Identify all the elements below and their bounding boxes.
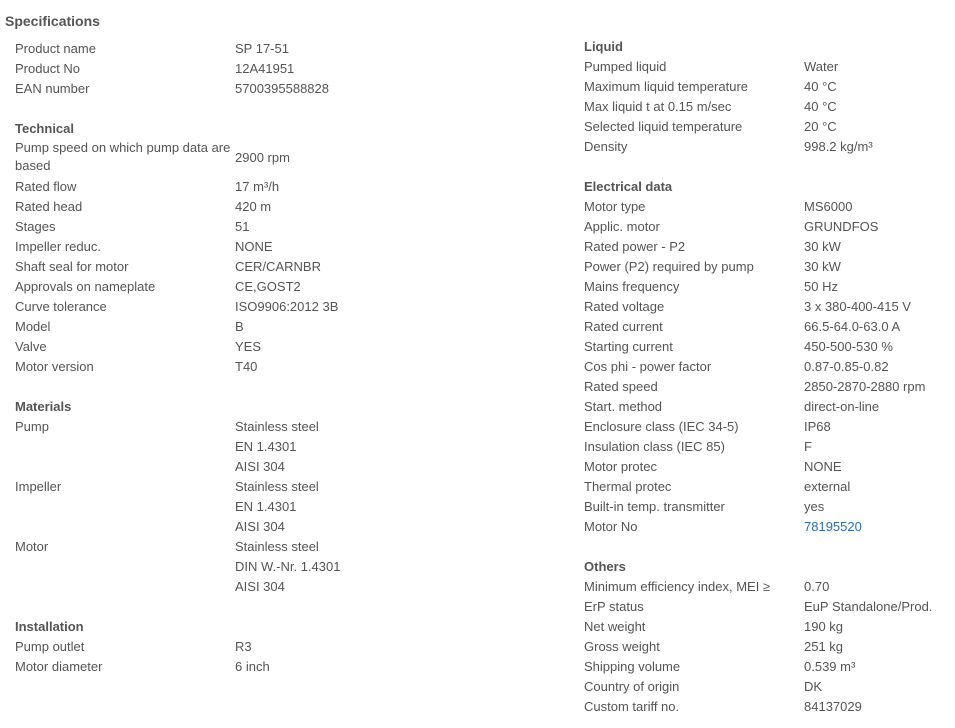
spec-label: Thermal protec xyxy=(584,479,672,494)
section-electrical xyxy=(584,177,954,537)
section-title: Materials xyxy=(15,399,72,414)
spec-row xyxy=(584,477,954,497)
spec-label: EAN number xyxy=(15,81,90,96)
spec-value: 450-500-530 % xyxy=(804,339,893,354)
spec-value: direct-on-line xyxy=(804,399,880,414)
spec-label: Approvals on nameplate xyxy=(15,279,156,294)
spec-value: GRUNDFOS xyxy=(804,219,879,234)
spec-row xyxy=(584,277,954,297)
spec-row xyxy=(15,197,455,217)
spec-value xyxy=(235,477,455,537)
spec-label: Insulation class (IEC 85) xyxy=(584,439,725,454)
spec-row xyxy=(584,437,954,457)
spec-row xyxy=(584,337,954,357)
material-line: DIN W.-Nr. 1.4301 xyxy=(235,559,341,574)
section-installation xyxy=(15,617,455,677)
spec-label: Net weight xyxy=(584,619,646,634)
spec-value: external xyxy=(804,479,851,494)
spec-value: 0.70 xyxy=(804,579,830,594)
spec-value: 0.87-0.85-0.82 xyxy=(804,359,889,374)
spec-row xyxy=(584,137,954,157)
spec-value: 30 kW xyxy=(804,239,841,254)
spec-value: SP 17-51 xyxy=(235,41,289,56)
spec-row xyxy=(584,697,954,717)
material-line: AISI 304 xyxy=(235,519,285,534)
spec-value: IP68 xyxy=(804,419,831,434)
spec-row xyxy=(15,277,455,297)
spec-label: Max liquid t at 0.15 m/sec xyxy=(584,99,732,114)
spec-row xyxy=(584,257,954,277)
spec-label: Pump xyxy=(15,419,49,434)
spec-row xyxy=(15,337,455,357)
spec-value: DK xyxy=(804,679,823,694)
spec-row xyxy=(584,57,954,77)
spec-label: Gross weight xyxy=(584,639,660,654)
spec-value: 190 kg xyxy=(804,619,844,634)
spec-row xyxy=(15,317,455,337)
spec-label: Minimum efficiency index, MEI ≥ xyxy=(584,579,771,594)
spec-value: B xyxy=(235,319,244,334)
spec-row xyxy=(15,477,455,537)
spec-value: yes xyxy=(804,499,825,514)
spec-value: 17 m³/h xyxy=(235,179,280,194)
spec-value: R3 xyxy=(235,639,252,654)
spec-value: 6 inch xyxy=(235,659,270,674)
spec-row xyxy=(15,357,455,377)
material-line: Stainless steel xyxy=(235,479,319,494)
spec-label: Shaft seal for motor xyxy=(15,259,129,274)
spec-row xyxy=(584,417,954,437)
spec-label: Power (P2) required by pump xyxy=(584,259,754,274)
spec-value: 40 °C xyxy=(804,79,837,94)
section-title: Technical xyxy=(15,121,75,136)
spec-value: 66.5-64.0-63.0 A xyxy=(804,319,901,334)
spec-row xyxy=(584,97,954,117)
spec-row xyxy=(584,497,954,517)
spec-value: 998.2 kg/m³ xyxy=(804,139,873,154)
spec-label: Product No xyxy=(15,61,81,76)
spec-row xyxy=(15,177,455,197)
spec-label: Rated power - P2 xyxy=(584,239,686,254)
spec-value xyxy=(235,537,455,597)
spec-row xyxy=(15,537,455,597)
section-materials xyxy=(15,397,455,597)
spec-row xyxy=(584,377,954,397)
spec-value: 0.539 m³ xyxy=(804,659,856,674)
spec-row xyxy=(15,417,455,477)
spec-row xyxy=(584,517,954,537)
spec-value: 420 m xyxy=(235,199,272,214)
spec-row xyxy=(15,257,455,277)
spec-label: Pumped liquid xyxy=(584,59,667,74)
spec-label: Valve xyxy=(15,339,47,354)
spec-value: NONE xyxy=(235,239,273,254)
spec-row xyxy=(584,197,954,217)
spec-row xyxy=(584,77,954,97)
spec-value: YES xyxy=(235,339,262,354)
section-liquid xyxy=(584,37,954,157)
spec-value xyxy=(235,417,455,477)
spec-value: EuP Standalone/Prod. xyxy=(804,599,933,614)
spec-row xyxy=(15,79,455,99)
material-line: AISI 304 xyxy=(235,459,285,474)
spec-label: Start. method xyxy=(584,399,663,414)
spec-row xyxy=(15,657,455,677)
section-others xyxy=(584,557,954,717)
spec-row xyxy=(584,117,954,137)
spec-row xyxy=(15,637,455,657)
spec-label: Custom tariff no. xyxy=(584,699,680,714)
spec-value: 40 °C xyxy=(804,99,837,114)
section-title: Others xyxy=(584,559,626,574)
spec-label: Motor version xyxy=(15,359,94,374)
material-line: Stainless steel xyxy=(235,419,319,434)
spec-value: F xyxy=(804,439,812,454)
spec-label: Motor protec xyxy=(584,459,657,474)
spec-label: Pump speed on which pump data are based xyxy=(15,140,231,173)
spec-label: Motor type xyxy=(584,199,646,214)
spec-label: ErP status xyxy=(584,599,644,614)
spec-label: Enclosure class (IEC 34-5) xyxy=(584,419,739,434)
spec-value: 12A41951 xyxy=(235,61,295,76)
spec-value: MS6000 xyxy=(804,199,853,214)
spec-value: 2850-2870-2880 rpm xyxy=(804,379,926,394)
spec-value: T40 xyxy=(235,359,258,374)
spec-label: Rated current xyxy=(584,319,663,334)
material-line: EN 1.4301 xyxy=(235,499,297,514)
spec-row xyxy=(584,577,954,597)
material-line: Stainless steel xyxy=(235,539,319,554)
material-line: EN 1.4301 xyxy=(235,439,297,454)
spec-row xyxy=(584,297,954,317)
spec-label: Rated flow xyxy=(15,179,77,194)
spec-row xyxy=(15,59,455,79)
spec-row xyxy=(15,39,455,59)
spec-value: 30 kW xyxy=(804,259,841,274)
spec-row xyxy=(15,139,455,177)
spec-value: 251 kg xyxy=(804,639,844,654)
spec-value: ISO9906:2012 3B xyxy=(235,299,339,314)
spec-value: Water xyxy=(804,59,839,74)
spec-row xyxy=(584,677,954,697)
spec-label: Density xyxy=(584,139,628,154)
spec-value: NONE xyxy=(804,459,842,474)
spec-label: Pump outlet xyxy=(15,639,85,654)
spec-label: Country of origin xyxy=(584,679,680,694)
spec-row xyxy=(584,237,954,257)
page-title: Specifications xyxy=(5,13,100,29)
section-title: Installation xyxy=(15,619,84,634)
spec-label: Applic. motor xyxy=(584,219,660,234)
section-title: Electrical data xyxy=(584,179,673,194)
spec-value: 50 Hz xyxy=(804,279,838,294)
spec-label: Rated voltage xyxy=(584,299,665,314)
spec-label: Curve tolerance xyxy=(15,299,107,314)
section-technical xyxy=(15,119,455,377)
spec-value: 5700395588828 xyxy=(235,81,329,96)
spec-value: CER/CARNBR xyxy=(235,259,321,274)
spec-row xyxy=(15,237,455,257)
spec-label: Mains frequency xyxy=(584,279,680,294)
spec-row xyxy=(584,617,954,637)
spec-row xyxy=(584,637,954,657)
spec-label: Rated head xyxy=(15,199,83,214)
spec-label: Cos phi - power factor xyxy=(584,359,712,374)
spec-row xyxy=(15,217,455,237)
spec-value: 3 x 380-400-415 V xyxy=(804,299,911,314)
spec-label: Starting current xyxy=(584,339,673,354)
spec-label: Maximum liquid temperature xyxy=(584,79,749,94)
spec-value: 51 xyxy=(235,219,250,234)
material-line: AISI 304 xyxy=(235,579,285,594)
spec-row xyxy=(584,357,954,377)
spec-label: Motor xyxy=(15,539,49,554)
spec-label: Motor No xyxy=(584,519,638,534)
spec-value: 84137029 xyxy=(804,699,862,714)
spec-label: Model xyxy=(15,319,51,334)
spec-label: Impeller xyxy=(15,479,62,494)
spec-row xyxy=(584,657,954,677)
spec-row xyxy=(584,457,954,477)
spec-label: Product name xyxy=(15,41,96,56)
spec-value: 20 °C xyxy=(804,119,837,134)
spec-row xyxy=(584,597,954,617)
spec-row xyxy=(584,217,954,237)
spec-row xyxy=(584,397,954,417)
spec-value: CE,GOST2 xyxy=(235,279,301,294)
spec-label: Rated speed xyxy=(584,379,658,394)
spec-row xyxy=(584,317,954,337)
spec-value: 2900 rpm xyxy=(235,150,290,165)
spec-label: Selected liquid temperature xyxy=(584,119,743,134)
spec-label: Shipping volume xyxy=(584,659,681,674)
spec-label: Stages xyxy=(15,219,56,234)
spec-label: Built-in temp. transmitter xyxy=(584,499,725,514)
spec-label: Impeller reduc. xyxy=(15,239,101,254)
section-title: Liquid xyxy=(584,39,623,54)
motor-no-link[interactable]: 78195520 xyxy=(804,519,862,534)
spec-row xyxy=(15,297,455,317)
section-general xyxy=(15,39,455,99)
spec-label: Motor diameter xyxy=(15,659,103,674)
